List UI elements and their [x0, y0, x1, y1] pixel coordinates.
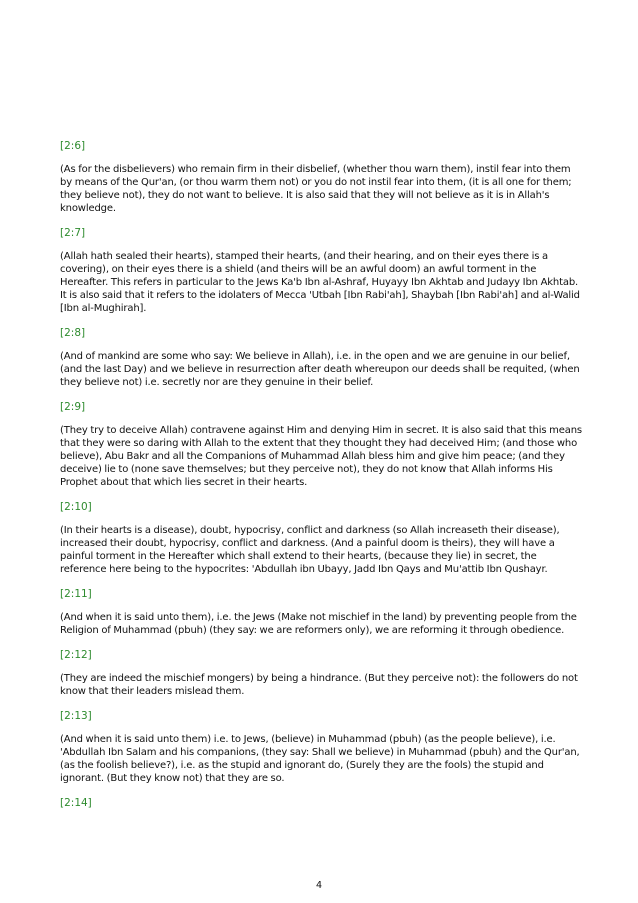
verse-text-2-12: (They are indeed the mischief mongers) by being a hindrance. (But they perceive not): the followers do not know that their leaders mislead them.: [60, 673, 578, 697]
verse-ref-2-11: [2:11]: [60, 588, 92, 600]
verse-text-2-11: (And when it is said unto them), i.e. the Jews (Make not mischief in the land) by preventing people from the Religion of Muhammad (pbuh) (they say: we are reformers only), we are reforming it through obedience.: [60, 612, 577, 636]
page-content: [60, 140, 582, 820]
page-number: 4: [315, 880, 323, 891]
verse-text-2-6: (As for the disbelievers) who remain firm in their disbelief, (whether thou warn them), instil fear into them by means of the Qur'an, (or thou warm them not) or you do not instil fear into them, (it is all one for them; they believe not), they do not want to believe. It is also said that they will not believe as it is in Allah's knowledge.: [60, 164, 572, 214]
verse-text-2-8: (And of mankind are some who say: We believe in Allah), i.e. in the open and we are genuine in our belief, (and the last Day) and we believe in resurrection after death whereupon our deeds shall be requited, (when they believe not) i.e. secretly nor are they genuine in their belief.: [60, 351, 580, 388]
verse-ref-2-9: [2:9]: [60, 401, 86, 413]
verse-ref-2-14: [2:14]: [60, 797, 92, 809]
verse-ref-2-10: [2:10]: [60, 501, 92, 513]
verse-text-2-7: (Allah hath sealed their hearts), stamped their hearts, (and their hearing, and on their eyes there is a covering), on their eyes there is a shield (and theirs will be an awful doom) an awful torment in the Hereafter. This refers in particular to the Jews Ka'b Ibn al-Ashraf, Huyayy Ibn Akhtab and Judayy Ibn Akhtab. It is also said that it refers to the idolaters of Mecca 'Utbah [Ibn Rabi'ah], Shaybah [Ibn Rabi'ah] and al-Walid [Ibn al-Mughirah].: [60, 251, 580, 314]
verse-ref-2-6: [2:6]: [60, 140, 86, 152]
verse-text-2-10: (In their hearts is a disease), doubt, hypocrisy, conflict and darkness (so Allah increaseth their disease), increased their doubt, hypocrisy, conflict and darkness. (And a painful doom is theirs), they will have a painful torment in the Hereafter which shall extend to their hearts, (because they lie) in secret, the reference here being to the hypocrites: 'Abdullah ibn Ubayy, Jadd Ibn Qays and Mu'attib Ibn Qushayr.: [60, 525, 560, 575]
verse-text-2-9: (They try to deceive Allah) contravene against Him and denying Him in secret. It is also said that this means that they were so daring with Allah to the extent that they thought they had deceived Him; (and those who believe), Abu Bakr and all the Companions of Muhammad Allah bless him and give him peace; (and they deceive) lie to (none save themselves; but they perceive not), they do not know that Allah informs His Prophet about that which lies secret in their hearts.: [60, 425, 582, 488]
verse-ref-2-12: [2:12]: [60, 649, 92, 661]
verse-ref-2-13: [2:13]: [60, 710, 92, 722]
verse-ref-2-7: [2:7]: [60, 227, 86, 239]
verse-text-2-13: (And when it is said unto them) i.e. to Jews, (believe) in Muhammad (pbuh) (as the people believe), i.e. 'Abdullah Ibn Salam and his companions, (they say: Shall we believe) in Muhammad (pbuh) and the Qur'an, (as the foolish believe?), i.e. as the stupid and ignorant do, (Surely they are the fools) the stupid and ignorant. (But they know not) that they are so.: [60, 734, 580, 784]
verse-ref-2-8: [2:8]: [60, 327, 86, 339]
